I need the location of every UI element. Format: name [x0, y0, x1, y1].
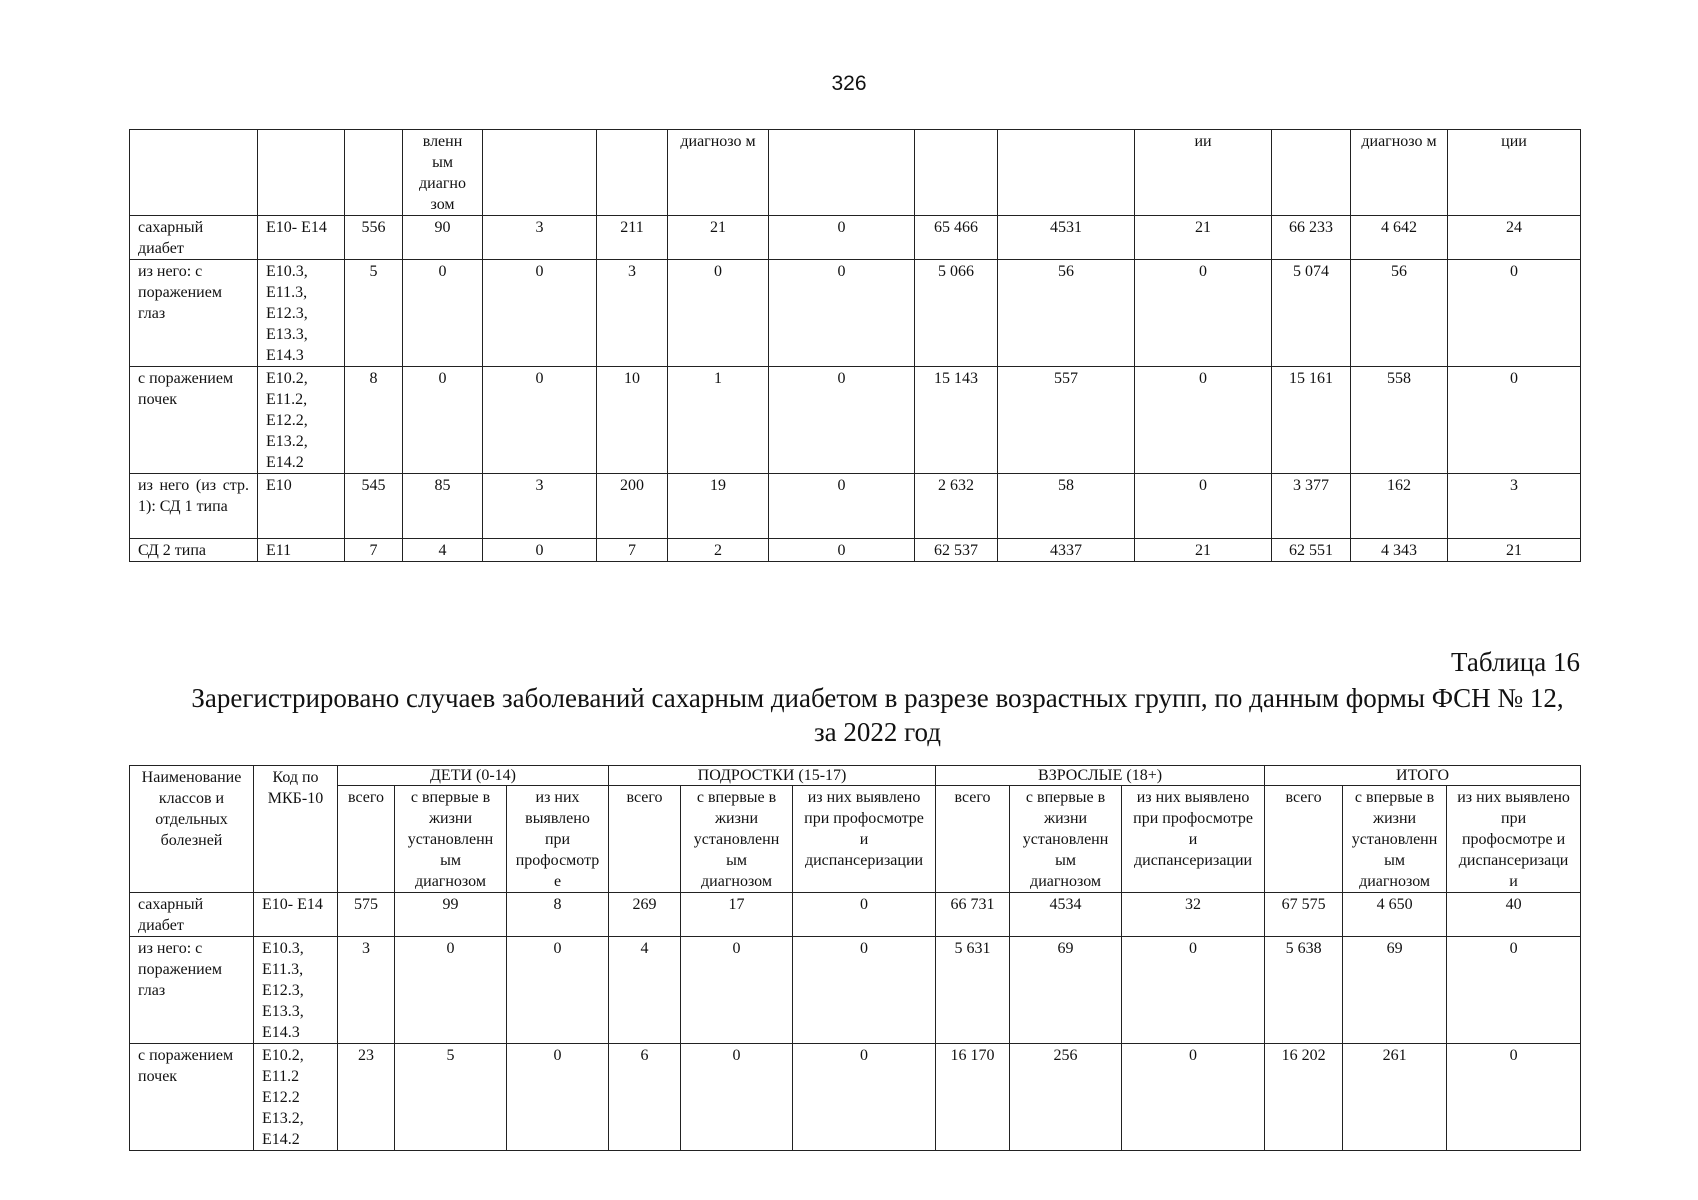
header-fragment — [130, 130, 258, 216]
table-row — [130, 937, 1581, 1044]
value-cell: 0 — [1122, 937, 1265, 1044]
value-cell: 4 343 — [1351, 539, 1448, 562]
value-cell: 21 — [1135, 216, 1272, 260]
value-cell: 575 — [338, 893, 395, 937]
value-cell: 62 551 — [1272, 539, 1351, 562]
table-16-body — [130, 893, 1581, 1151]
value-cell: 0 — [769, 216, 915, 260]
value-cell: 3 — [597, 260, 668, 367]
value-cell: 16 170 — [936, 1044, 1010, 1151]
value-cell: 66 731 — [936, 893, 1010, 937]
value-cell: 4 — [609, 937, 681, 1044]
row-code-cell: E10.2, E11.2 E12.2 E13.2, E14.2 — [254, 1044, 338, 1151]
value-cell: 15 143 — [915, 367, 998, 474]
subheader-cell: всего — [609, 786, 681, 893]
row-code-cell: E10 — [258, 474, 345, 539]
row-name-cell: сахарный диабет — [130, 893, 254, 937]
value-cell: 0 — [681, 937, 793, 1044]
value-cell: 32 — [1122, 893, 1265, 937]
value-cell: 90 — [403, 216, 483, 260]
table-row — [130, 1044, 1581, 1151]
value-cell: 0 — [403, 260, 483, 367]
row-name-cell: СД 2 типа — [130, 539, 258, 562]
value-cell: 3 — [483, 216, 597, 260]
header-fragment — [915, 130, 998, 216]
subheader-cell: с впервые в жизни установленным диагнозом — [1343, 786, 1447, 893]
table-continuation-body — [130, 130, 1581, 562]
value-cell: 0 — [793, 1044, 936, 1151]
subheader-cell: из них выявлено при профосмотре и диспансеризации — [793, 786, 936, 893]
value-cell: 0 — [483, 260, 597, 367]
value-cell: 56 — [1351, 260, 1448, 367]
value-cell: 556 — [345, 216, 403, 260]
value-cell: 21 — [1135, 539, 1272, 562]
value-cell: 5 638 — [1265, 937, 1343, 1044]
row-code-cell: E11 — [258, 539, 345, 562]
group-header-total: ИТОГО — [1265, 766, 1581, 786]
value-cell: 8 — [507, 893, 609, 937]
value-cell: 4337 — [998, 539, 1135, 562]
subheader-cell: всего — [338, 786, 395, 893]
header-fragment: вленн ым диагно зом — [403, 130, 483, 216]
value-cell: 40 — [1447, 893, 1581, 937]
value-cell: 5 066 — [915, 260, 998, 367]
value-cell: 0 — [1135, 474, 1272, 539]
value-cell: 7 — [597, 539, 668, 562]
subheader-cell: из них выявлено при профосмотре и диспансеризации — [1447, 786, 1581, 893]
value-cell: 261 — [1343, 1044, 1447, 1151]
value-cell: 0 — [1122, 1044, 1265, 1151]
table-continuation — [129, 129, 1581, 562]
value-cell: 3 — [1448, 474, 1581, 539]
value-cell: 0 — [769, 260, 915, 367]
value-cell: 558 — [1351, 367, 1448, 474]
value-cell: 0 — [507, 937, 609, 1044]
value-cell: 0 — [403, 367, 483, 474]
value-cell: 66 233 — [1272, 216, 1351, 260]
table-row — [130, 539, 1581, 562]
value-cell: 58 — [998, 474, 1135, 539]
value-cell: 0 — [1135, 367, 1272, 474]
header-fragment — [597, 130, 668, 216]
value-cell: 5 074 — [1272, 260, 1351, 367]
value-cell: 62 537 — [915, 539, 998, 562]
table-row — [130, 893, 1581, 937]
table-row — [130, 216, 1581, 260]
value-cell: 4 — [403, 539, 483, 562]
table-16 — [129, 765, 1581, 1151]
value-cell: 0 — [681, 1044, 793, 1151]
header-fragment: диагнозо м — [1351, 130, 1448, 216]
group-header-adults: ВЗРОСЛЫЕ (18+) — [936, 766, 1265, 786]
subheader-cell: с впервые в жизни установленным диагнозом — [395, 786, 507, 893]
value-cell: 0 — [769, 367, 915, 474]
value-cell: 69 — [1343, 937, 1447, 1044]
value-cell: 256 — [1010, 1044, 1122, 1151]
value-cell: 211 — [597, 216, 668, 260]
row-code-cell: E10.2, E11.2, E12.2, E13.2, E14.2 — [258, 367, 345, 474]
value-cell: 0 — [1448, 260, 1581, 367]
group-header-row — [130, 766, 1581, 786]
row-name-cell: сахарный диабет — [130, 216, 258, 260]
row-code-cell: E10- E14 — [258, 216, 345, 260]
value-cell: 0 — [668, 260, 769, 367]
value-cell: 16 202 — [1265, 1044, 1343, 1151]
table-row — [130, 260, 1581, 367]
value-cell: 0 — [1135, 260, 1272, 367]
page-number: 326 — [831, 72, 867, 95]
value-cell: 21 — [668, 216, 769, 260]
header-fragment — [258, 130, 345, 216]
value-cell: 67 575 — [1265, 893, 1343, 937]
value-cell: 3 — [483, 474, 597, 539]
value-cell: 17 — [681, 893, 793, 937]
value-cell: 6 — [609, 1044, 681, 1151]
value-cell: 0 — [483, 539, 597, 562]
row-code-cell: E10.3, E11.3, E12.3, E13.3, E14.3 — [258, 260, 345, 367]
value-cell: 4534 — [1010, 893, 1122, 937]
value-cell: 5 631 — [936, 937, 1010, 1044]
subheader-cell: из них выявлено при профосмотре — [507, 786, 609, 893]
value-cell: 2 — [668, 539, 769, 562]
value-cell: 56 — [998, 260, 1135, 367]
value-cell: 0 — [1448, 367, 1581, 474]
value-cell: 69 — [1010, 937, 1122, 1044]
subheader-cell: всего — [1265, 786, 1343, 893]
value-cell: 99 — [395, 893, 507, 937]
table-row — [130, 367, 1581, 474]
table-row — [130, 474, 1581, 539]
value-cell: 8 — [345, 367, 403, 474]
row-name-cell: из него: с поражением глаз — [130, 260, 258, 367]
header-fragment — [345, 130, 403, 216]
value-cell: 23 — [338, 1044, 395, 1151]
name-column-header: Наименование классов и отдельных болезней — [130, 766, 254, 893]
header-fragment: диагнозо м — [668, 130, 769, 216]
value-cell: 0 — [769, 539, 915, 562]
header-fragment — [1272, 130, 1351, 216]
header-fragment — [769, 130, 915, 216]
subheader-cell: с впервые в жизни установленным диагнозом — [681, 786, 793, 893]
value-cell: 545 — [345, 474, 403, 539]
value-cell: 19 — [668, 474, 769, 539]
value-cell: 0 — [395, 937, 507, 1044]
value-cell: 0 — [507, 1044, 609, 1151]
subheader-row — [130, 786, 1581, 893]
value-cell: 200 — [597, 474, 668, 539]
row-name-cell: из него (из стр. 1): СД 1 типа — [130, 474, 258, 539]
table-number: Таблица 16 — [1451, 647, 1580, 677]
value-cell: 162 — [1351, 474, 1448, 539]
value-cell: 0 — [793, 937, 936, 1044]
value-cell: 2 632 — [915, 474, 998, 539]
value-cell: 0 — [769, 474, 915, 539]
value-cell: 3 377 — [1272, 474, 1351, 539]
row-name-cell: с поражением почек — [130, 367, 258, 474]
row-name-cell: из него: с поражением глаз — [130, 937, 254, 1044]
value-cell: 3 — [338, 937, 395, 1044]
subheader-cell: всего — [936, 786, 1010, 893]
table-title: Зарегистрировано случаев заболеваний сахарным диабетом в разрезе возрастных групп, по данным формы ФСН № 12, за 2022 год — [191, 683, 1564, 747]
header-fragment: ции — [1448, 130, 1581, 216]
value-cell: 0 — [1447, 1044, 1581, 1151]
value-cell: 85 — [403, 474, 483, 539]
value-cell: 0 — [483, 367, 597, 474]
header-fragment: ии — [1135, 130, 1272, 216]
value-cell: 21 — [1448, 539, 1581, 562]
header-fragment-row — [130, 130, 1581, 216]
value-cell: 15 161 — [1272, 367, 1351, 474]
group-header-teens: ПОДРОСТКИ (15-17) — [609, 766, 936, 786]
row-name-cell: с поражением почек — [130, 1044, 254, 1151]
header-fragment — [998, 130, 1135, 216]
value-cell: 5 — [395, 1044, 507, 1151]
value-cell: 24 — [1448, 216, 1581, 260]
value-cell: 1 — [668, 367, 769, 474]
row-code-cell: E10.3, E11.3, E12.3, E13.3, E14.3 — [254, 937, 338, 1044]
value-cell: 4 650 — [1343, 893, 1447, 937]
value-cell: 0 — [1447, 937, 1581, 1044]
group-header-children: ДЕТИ (0-14) — [338, 766, 609, 786]
code-column-header: Код по МКБ-10 — [254, 766, 338, 893]
value-cell: 4 642 — [1351, 216, 1448, 260]
subheader-cell: из них выявлено при профосмотре и диспансеризации — [1122, 786, 1265, 893]
subheader-cell: с впервые в жизни установленным диагнозом — [1010, 786, 1122, 893]
row-code-cell: E10- E14 — [254, 893, 338, 937]
header-fragment — [483, 130, 597, 216]
value-cell: 5 — [345, 260, 403, 367]
value-cell: 4531 — [998, 216, 1135, 260]
value-cell: 7 — [345, 539, 403, 562]
value-cell: 557 — [998, 367, 1135, 474]
value-cell: 10 — [597, 367, 668, 474]
value-cell: 269 — [609, 893, 681, 937]
value-cell: 65 466 — [915, 216, 998, 260]
value-cell: 0 — [793, 893, 936, 937]
table-16-header — [130, 766, 1581, 893]
